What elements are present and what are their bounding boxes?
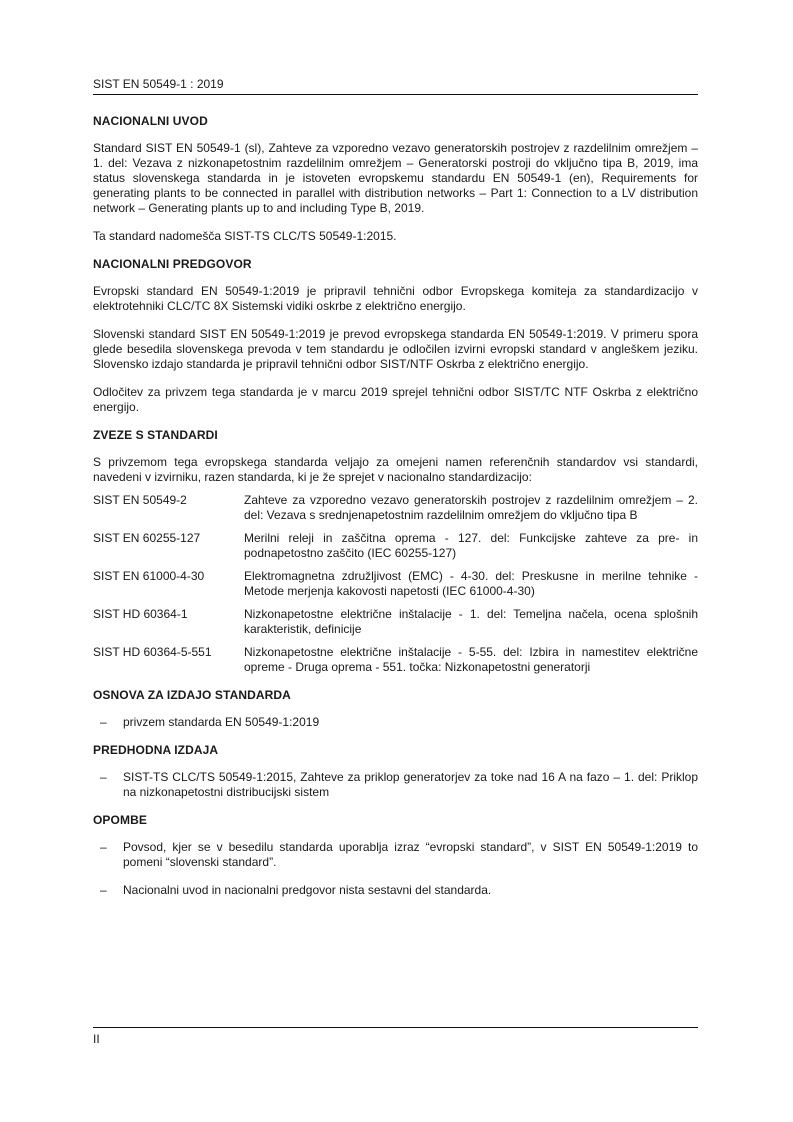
page-content (93, 114, 698, 898)
list-item-text: privzem standarda EN 50549-1:2019 (123, 715, 320, 729)
dash-bullet-icon: – (100, 883, 107, 897)
paragraph: Odločitev za privzem tega standarda je v marcu 2019 sprejel tehnični odbor SIST/TC NTF Oskrba z električno energijo. (93, 385, 698, 414)
heading-predhodna-izdaja: PREDHODNA IZDAJA (93, 743, 219, 757)
header-rule (93, 94, 698, 95)
reference-title: Nizkonapetostne električne inštalacije - 1. del: Temeljna načela, ocena splošnih karakteristik, definicije (244, 607, 698, 636)
paragraph: Evropski standard EN 50549-1:2019 je pripravil tehnični odbor Evropskega komiteja za standardizacijo v elektrotehniki CLC/TC 8X Sistemski vidiki oskrbe z električno energijo. (93, 284, 698, 313)
list-item-text: SIST-TS CLC/TS 50549-1:2015, Zahteve za priklop generatorjev za toke nad 16 A na fazo – 1. del: Priklop na nizkonapetostni distribucijski sistem (123, 770, 698, 799)
list-item (93, 840, 698, 870)
heading-nacionalni-uvod: NACIONALNI UVOD (93, 114, 208, 128)
paragraph: Standard SIST EN 50549-1 (sl), Zahteve za vzporedno vezavo generatorskih postrojev z razdelilnim omrežjem – 1. del: Vezava z nizkonapetostnim razdelilnim omrežjem – Generatorski postroji do vključno tipa B, 2019, ima status slovenskega standarda in je istoveten evropskemu standardu EN 50549-1 (en), Requirements for generating plants to be connected in parallel with distribution networks – Part 1: Connection to a LV distribution network – Generating plants up to and including Type B, 2019. (93, 141, 698, 215)
reference-code: SIST EN 50549-2 (93, 493, 187, 507)
heading-osnova-za-izdajo: OSNOVA ZA IZDAJO STANDARDA (93, 688, 291, 702)
reference-title: Zahteve za vzporedno vezavo generatorskih postrojev z razdelilnim omrežjem – 2. del: Vezava s srednjenapetostnim razdelilnim omrežjem do vključno tipa B (244, 493, 698, 522)
dash-bullet-icon: – (100, 840, 107, 854)
running-header: SIST EN 50549-1 : 2019 (93, 77, 224, 91)
list-item (93, 883, 698, 898)
list-item (93, 770, 698, 800)
heading-nacionalni-predgovor: NACIONALNI PREDGOVOR (93, 257, 252, 271)
reference-code: SIST HD 60364-5-551 (93, 645, 212, 659)
reference-row (93, 645, 698, 675)
reference-code: SIST EN 61000-4-30 (93, 569, 205, 583)
reference-title: Elektromagnetna združljivost (EMC) - 4-30. del: Preskusne in merilne tehnike - Metode merjenja kakovosti napetosti (IEC 61000-4-30) (244, 569, 698, 598)
reference-title: Merilni releji in zaščitna oprema - 127. del: Funkcijske zahteve za pre- in podnapetostno zaščito (IEC 60255-127) (244, 531, 698, 560)
dash-bullet-icon: – (100, 715, 107, 729)
footer-rule (93, 1027, 698, 1028)
paragraph: Slovenski standard SIST EN 50549-1:2019 je prevod evropskega standarda EN 50549-1:2019. V primeru spora glede besedila slovenskega prevoda v tem standardu je odločilen izvirni evropski standard v angleškem jeziku. Slovensko izdajo standarda je pripravil tehnični odbor SIST/NTF Oskrba z električno energijo. (93, 327, 698, 371)
page-number: II (93, 1032, 100, 1046)
heading-opombe: OPOMBE (93, 813, 147, 827)
reference-row (93, 531, 698, 561)
reference-row (93, 493, 698, 523)
reference-code: SIST HD 60364-1 (93, 607, 188, 621)
reference-standards-list (93, 493, 698, 675)
list-item-text: Povsod, kjer se v besedilu standarda uporablja izraz “evropski standard”, v SIST EN 50549-1:2019 to pomeni “slovenski standard”. (123, 840, 698, 869)
list-item-text: Nacionalni uvod in nacionalni predgovor nista sestavni del standarda. (123, 883, 492, 897)
dash-bullet-icon: – (100, 770, 107, 784)
reference-row (93, 569, 698, 599)
reference-code: SIST EN 60255-127 (93, 531, 201, 545)
paragraph: Ta standard nadomešča SIST-TS CLC/TS 50549-1:2015. (93, 229, 397, 243)
paragraph: S privzemom tega evropskega standarda veljajo za omejeni namen referenčnih standardov vsi standardi, navedeni v izvirniku, razen standarda, ki je že sprejet v nacionalno standardizacijo: (93, 455, 698, 484)
list-item (93, 715, 698, 730)
reference-row (93, 607, 698, 637)
heading-zveze-s-standardi: ZVEZE S STANDARDI (93, 428, 218, 442)
reference-title: Nizkonapetostne električne inštalacije - 5-55. del: Izbira in namestitev električne opreme - Druga oprema - 551. točka: Nizkonapetostni generatorji (244, 645, 698, 674)
